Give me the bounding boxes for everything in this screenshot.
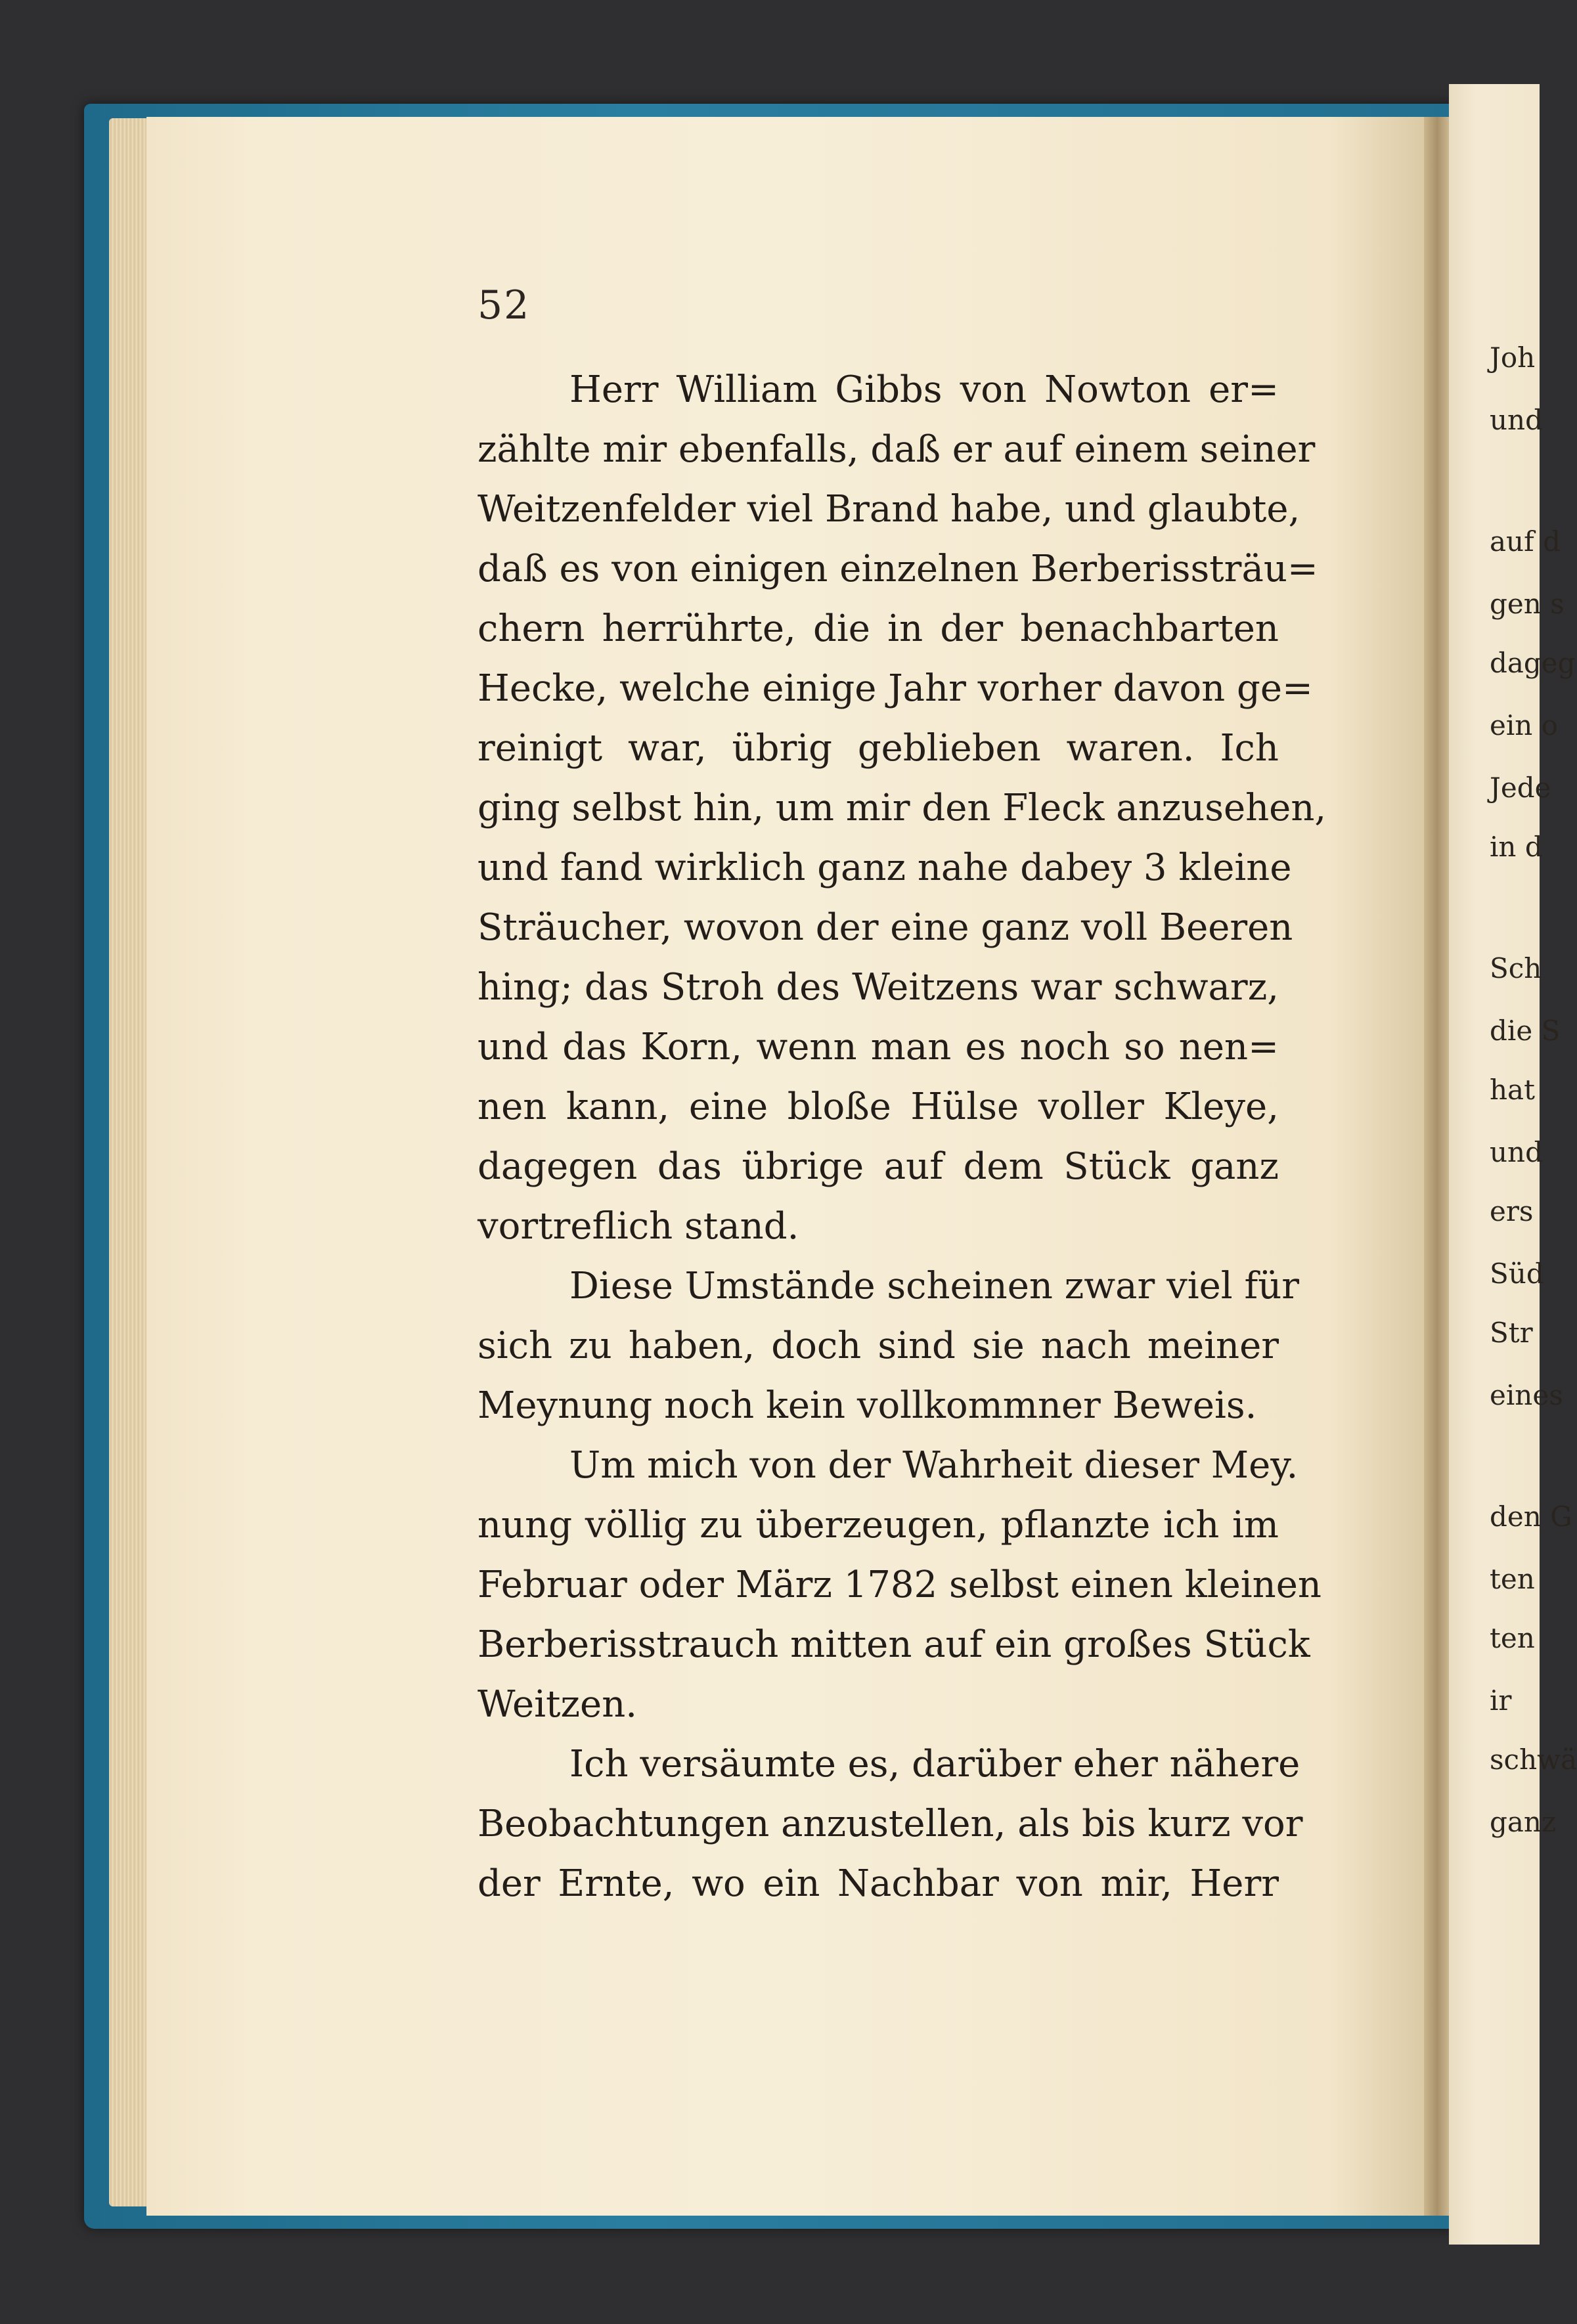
text-line: zählte mir ebenfalls, daß er auf einem seiner: [478, 428, 1316, 471]
facing-page-fragment: und: [1490, 404, 1543, 436]
text-line: hing; das Stroh des Weitzens war schwarz,: [478, 966, 1279, 1009]
facing-page-fragment: ir: [1490, 1684, 1512, 1717]
facing-page-fragment: auf d: [1490, 525, 1561, 558]
facing-page-fragment: Süd: [1490, 1258, 1544, 1290]
text-line: und fand wirklich ganz nahe dabey 3 kleine: [478, 846, 1292, 889]
text-line: Weitzenfelder viel Brand habe, und glaubte,: [478, 488, 1300, 531]
facing-page-fragment: ein o: [1490, 709, 1558, 741]
facing-page-fragment: Sch: [1490, 952, 1542, 984]
text-line: Weitzen.: [478, 1683, 638, 1726]
text-line: daß es von einigen einzelnen Berberissträu=: [478, 548, 1318, 590]
text-line: Berberisstrauch mitten auf ein großes Stück: [478, 1623, 1310, 1666]
text-line: der Ernte, wo ein Nachbar von mir, Herr: [478, 1862, 1279, 1905]
text-line: und das Korn, wenn man es noch so nen=: [478, 1026, 1279, 1068]
facing-page-fragment: in d: [1490, 831, 1543, 863]
text-line: Diese Umstände scheinen zwar viel für: [569, 1265, 1300, 1307]
page-edges: [109, 118, 148, 2206]
text-line: Februar oder März 1782 selbst einen kleinen: [478, 1564, 1322, 1606]
text-line: nen kann, eine bloße Hülse voller Kleye,: [478, 1085, 1279, 1128]
text-line: Ich versäumte es, darüber eher nähere: [569, 1743, 1300, 1786]
page-text: [478, 360, 1327, 1914]
facing-page-fragment: ten: [1490, 1622, 1535, 1654]
text-line: nung völlig zu überzeugen, pflanzte ich im: [478, 1504, 1279, 1546]
book-gutter: [1424, 117, 1450, 2216]
facing-page-fragment: eines: [1490, 1379, 1563, 1411]
facing-page-fragment: gen s: [1490, 588, 1565, 620]
text-line: Um mich von der Wahrheit dieser Mey.: [569, 1444, 1299, 1487]
text-line: ging selbst hin, um mir den Fleck anzusehen,: [478, 787, 1327, 829]
facing-page-fragment: hat: [1490, 1074, 1535, 1106]
facing-page-fragment: schwä: [1490, 1743, 1577, 1776]
facing-page-fragment: und: [1490, 1136, 1543, 1168]
text-line: dagegen das übrige auf dem Stück ganz: [478, 1145, 1279, 1188]
facing-page-fragment: dageg: [1490, 647, 1576, 679]
facing-page-fragment: Jede: [1490, 772, 1551, 804]
facing-page-fragment: Joh: [1490, 341, 1536, 374]
facing-page-fragment: ers: [1490, 1195, 1534, 1227]
text-line: Hecke, welche einige Jahr vorher davon ge=: [478, 667, 1313, 710]
facing-page-fragment: den G: [1490, 1501, 1572, 1533]
text-line: Meynung noch kein vollkommner Beweis.: [478, 1384, 1257, 1427]
text-line: reinigt war, übrig geblieben waren. Ich: [478, 727, 1279, 770]
text-line: chern herrührte, die in der benachbarten: [478, 607, 1279, 650]
facing-page-fragment: die S: [1490, 1015, 1561, 1047]
page-number: 52: [478, 282, 531, 328]
text-line: vortreflich stand.: [478, 1205, 799, 1248]
facing-page-fragment: ten: [1490, 1563, 1535, 1595]
facing-page-fragment: Str: [1490, 1317, 1533, 1349]
text-line: Beobachtungen anzustellen, als bis kurz vor: [478, 1803, 1303, 1845]
text-line: Sträucher, wovon der eine ganz voll Beeren: [478, 906, 1293, 949]
facing-page-fragment: ganz: [1490, 1806, 1557, 1838]
text-line: sich zu haben, doch sind sie nach meiner: [478, 1325, 1279, 1367]
text-line: Herr William Gibbs von Nowton er=: [569, 368, 1279, 411]
